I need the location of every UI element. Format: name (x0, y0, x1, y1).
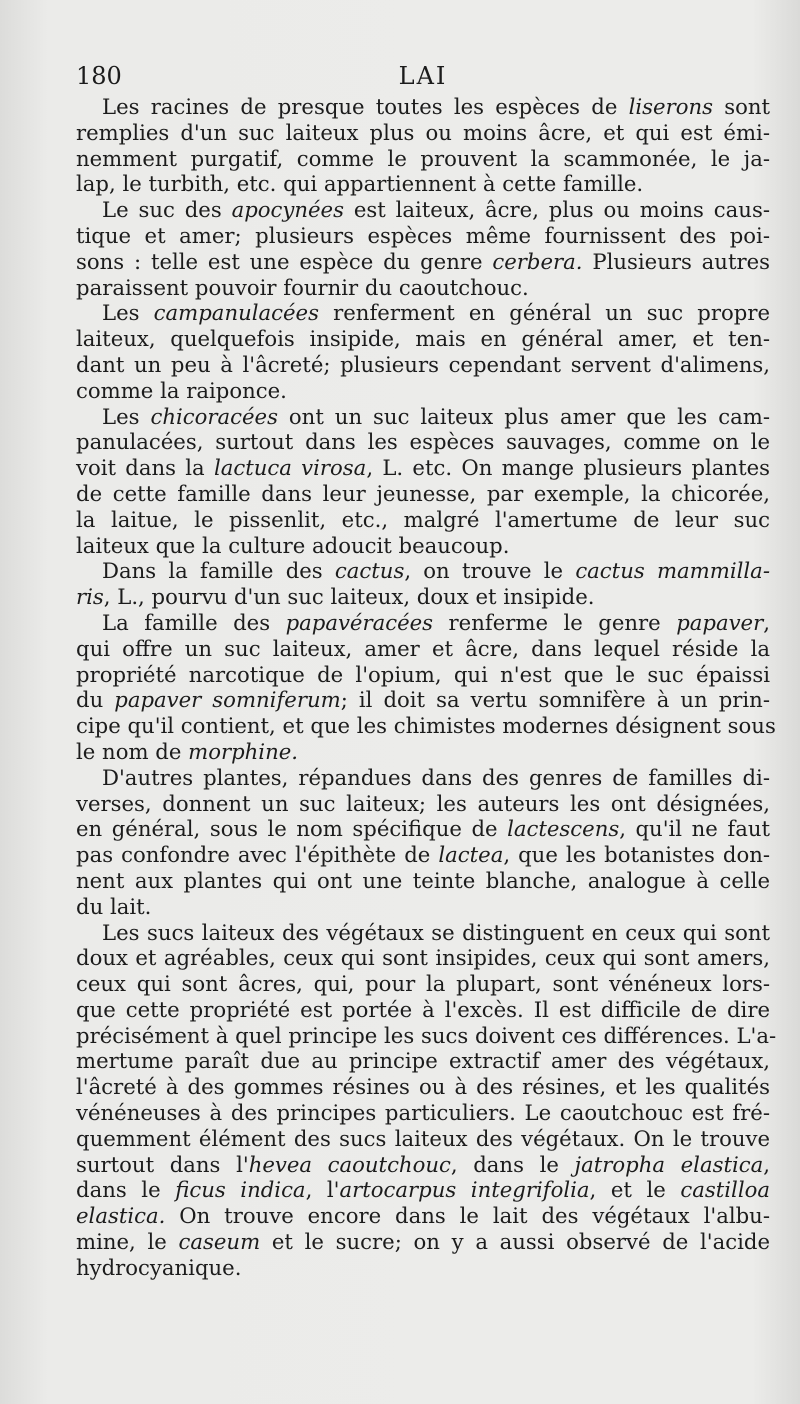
text-line (76, 94, 770, 120)
paragraph (76, 765, 770, 920)
running-title: LAI (398, 62, 448, 90)
text-line (76, 868, 770, 894)
text-run: quemment élément des sucs laiteux des végétaux. On le trouve (76, 1125, 770, 1151)
italic-term: elastica. (76, 1203, 166, 1229)
page-number: 180 (76, 62, 122, 90)
text-line (76, 1152, 770, 1178)
paragraph (76, 94, 770, 197)
text-line (76, 1048, 770, 1074)
page-header (76, 62, 770, 92)
text-line (76, 842, 770, 868)
text-run: mertume paraît due au principe extractif amer des végétaux, (76, 1048, 770, 1074)
text-run: le nom de (76, 738, 189, 764)
paragraph (76, 919, 777, 1281)
italic-term: ris (76, 584, 104, 610)
text-run: renferment en général un suc propre (318, 300, 770, 326)
text-run: , L. etc. On mange plusieurs plantes (366, 455, 770, 481)
text-line (76, 584, 770, 610)
text-run: l'âcreté à des gommes résines ou à des résines, et les qualités (76, 1074, 770, 1100)
text-line (76, 894, 770, 920)
text-run: comme la raiponce. (76, 377, 287, 403)
text-line (76, 1203, 770, 1229)
text-run: Les racines de presque toutes les espèces de (102, 94, 629, 119)
text-line (76, 558, 770, 584)
text-run: est laiteux, âcre, plus ou moins caus- (343, 197, 770, 223)
text-run: lap, le turbith, etc. qui appartiennent à cette famille. (76, 171, 644, 197)
text-line (76, 713, 776, 739)
text-line (76, 533, 770, 559)
text-run: vénéneuses à des principes particuliers. Le caoutchouc est fré- (76, 1100, 770, 1126)
text-line (76, 1126, 770, 1152)
text-line (76, 507, 770, 533)
text-run: D'autres plantes, répandues dans des genres de familles di- (102, 764, 770, 790)
text-run: et le sucre; on y a aussi observé de l'acide (260, 1229, 771, 1255)
text-run: que cette propriété est portée à l'excès. Il est difficile de dire (76, 996, 770, 1022)
text-run: Les sucs laiteux des végétaux se distinguent en ceux qui sont (102, 919, 770, 945)
paragraph (76, 404, 770, 559)
text-run: , et le (589, 1177, 681, 1203)
text-line (76, 378, 770, 404)
text-line (76, 249, 770, 275)
italic-term: cerbera. (492, 248, 583, 274)
text-run: , L., pourvu d'un suc laiteux, doux et insipide. (103, 584, 595, 610)
italic-term: lactescens (507, 816, 620, 842)
text-line (76, 687, 770, 713)
italic-term: caseum (178, 1229, 261, 1255)
paragraph (76, 609, 776, 765)
italic-term: lactea (438, 842, 504, 868)
text-line (76, 945, 770, 971)
text-line (76, 610, 770, 636)
text-run: sons : telle est une espèce du genre (76, 248, 493, 274)
italic-term: liserons (628, 94, 713, 119)
text-line (76, 326, 770, 352)
text-run: remplies d'un suc laiteux plus ou moins âcre, et qui est émi- (76, 119, 770, 145)
text-run: ; il doit sa vertu somnifère à un prin- (340, 687, 770, 713)
text-line (76, 1074, 770, 1100)
italic-term: artocarpus integrifolia (339, 1177, 590, 1203)
text-run: sont (712, 94, 770, 119)
text-run: Dans la famille des (102, 558, 335, 584)
text-line (76, 352, 770, 378)
text-run: On trouve encore dans le lait des végétaux l'albu- (165, 1203, 770, 1229)
italic-term: morphine. (188, 738, 299, 764)
italic-term: apocynées (231, 197, 344, 223)
text-line (76, 223, 770, 249)
text-run: La famille des (102, 609, 286, 635)
text-run: panulacées, surtout dans les espèces sauvages, comme on le (76, 429, 770, 455)
text-run: la laitue, le pissenlit, etc., malgré l'amertume de leur suc (76, 506, 770, 532)
italic-term: papaver (676, 609, 764, 635)
text-run: laiteux que la culture adoucit beaucoup. (76, 532, 510, 558)
text-run: en général, sous le nom spécifique de (76, 816, 508, 842)
text-run: Le suc des (102, 197, 232, 223)
text-run: Les (102, 403, 151, 429)
text-run: , l' (305, 1177, 340, 1203)
text-run: nent aux plantes qui ont une teinte blanche, analogue à celle (76, 867, 770, 893)
text-line (76, 120, 770, 146)
text-line (76, 971, 770, 997)
text-line (76, 920, 770, 946)
text-line (76, 146, 770, 172)
text-line (76, 1255, 770, 1281)
text-run: verses, donnent un suc laiteux; les auteurs les ont désignées, (76, 790, 770, 816)
text-line (76, 791, 770, 817)
italic-term: hevea caoutchouc (248, 1151, 451, 1177)
text-run: du (76, 687, 115, 713)
italic-term: jatropha elastica (574, 1151, 764, 1177)
text-line (76, 997, 770, 1023)
text-run: dans le (76, 1177, 176, 1203)
text-run: ont un suc laiteux plus amer que les cam- (277, 403, 770, 429)
text-run: doux et agréables, ceux qui sont insipides, ceux qui sont amers, (76, 945, 770, 971)
text-run: voit dans la (76, 455, 214, 481)
text-line (76, 636, 770, 662)
text-line (76, 481, 770, 507)
text-line (76, 1229, 770, 1255)
text-run: qui offre un suc laiteux, amer et âcre, dans lequel réside la (76, 635, 770, 661)
text-run: tique et amer; plusieurs espèces même fournissent des poi- (76, 222, 770, 248)
text-run: surtout dans l' (76, 1151, 249, 1177)
text-run: nemment purgatif, comme le prouvent la scammonée, le ja- (76, 145, 770, 171)
text-line (76, 662, 770, 688)
text-line (76, 300, 770, 326)
text-run: Les (102, 300, 154, 326)
italic-term: cactus mammilla- (575, 558, 770, 584)
italic-term: lactuca virosa (213, 455, 367, 481)
text-run: renferme le genre (433, 609, 677, 635)
text-line (76, 429, 770, 455)
text-run: , on trouve le (404, 558, 576, 584)
text-line (76, 816, 770, 842)
text-line (76, 171, 770, 197)
text-run: Plusieurs autres (582, 248, 770, 274)
italic-term: cactus (334, 558, 405, 584)
text-run: , qu'il ne faut (619, 816, 770, 842)
text-line (76, 739, 770, 765)
text-run: , (763, 1151, 770, 1177)
text-run: propriété narcotique de l'opium, qui n'est que le suc épaissi (76, 661, 770, 687)
text-line (76, 455, 770, 481)
text-run: de cette famille dans leur jeunesse, par exemple, la chicorée, (76, 480, 770, 506)
text-run: laiteux, quelquefois insipide, mais en général amer, et ten- (76, 326, 770, 352)
text-run: hydrocyanique. (76, 1254, 242, 1280)
text-line (76, 404, 770, 430)
text-run: cipe qu'il contient, et que les chimistes modernes désignent sous (76, 713, 776, 739)
text-run: mine, le (76, 1229, 179, 1255)
paragraph (76, 558, 770, 610)
italic-term: campanulacées (153, 300, 319, 326)
text-line (76, 765, 770, 791)
text-run: paraissent pouvoir fournir du caoutchouc. (76, 274, 529, 300)
text-run: précisément à quel principe les sucs doivent ces différences. L'a- (76, 1022, 777, 1048)
text-line (76, 1177, 770, 1203)
body-text (76, 94, 777, 1281)
italic-term: papavéracées (285, 609, 434, 635)
text-run: dant un peu à l'âcreté; plusieurs cependant servent d'alimens, (76, 351, 770, 377)
text-run: , (763, 609, 770, 635)
text-run: du lait. (76, 893, 152, 919)
paragraph (76, 300, 770, 403)
text-line (76, 1022, 777, 1049)
text-run: pas confondre avec l'épithète de (76, 842, 439, 868)
paragraph (76, 197, 770, 300)
text-run: , que les botanistes don- (503, 842, 770, 868)
text-line (76, 1100, 770, 1126)
italic-term: castilloa (680, 1177, 770, 1203)
italic-term: chicoracées (150, 403, 278, 429)
text-run: , dans le (450, 1151, 575, 1177)
text-line (76, 197, 770, 223)
text-line (76, 275, 770, 301)
italic-term: ficus indica (175, 1177, 306, 1203)
italic-term: papaver somniferum (114, 687, 341, 713)
text-run: ceux qui sont âcres, qui, pour la plupart, sont vénéneux lors- (76, 971, 770, 997)
